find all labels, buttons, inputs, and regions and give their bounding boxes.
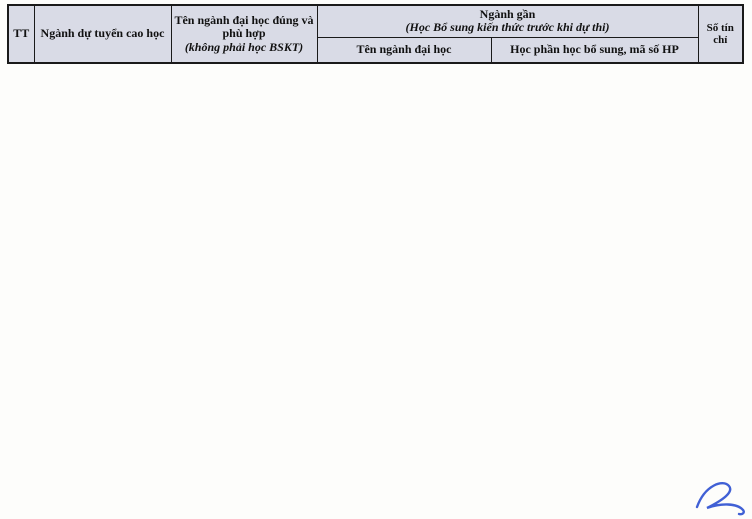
- header-near-group: [317, 5, 698, 37]
- header-correct-major: [171, 5, 317, 63]
- header-correct-major-note: (không phải học BSKT): [184, 39, 304, 54]
- handwritten-signature-mark: [693, 477, 749, 517]
- header-near-major: Tên ngành đại học: [317, 37, 491, 63]
- header-near-group-title: Ngành gần: [479, 7, 536, 22]
- header-tt: TT: [8, 5, 34, 63]
- header-correct-major-title: Tên ngành đại học đúng và phù hợp: [174, 13, 314, 41]
- table-header: [8, 5, 743, 63]
- graduate-admission-near-majors-table: [7, 4, 744, 64]
- header-credits: Số tín chỉ: [698, 5, 743, 63]
- header-near-group-note: (Học Bổ sung kiến thức trước khi dự thi): [405, 20, 610, 35]
- header-admission-major: Ngành dự tuyển cao học: [34, 5, 171, 63]
- header-supplement-courses: Học phần học bổ sung, mã số HP: [491, 37, 698, 63]
